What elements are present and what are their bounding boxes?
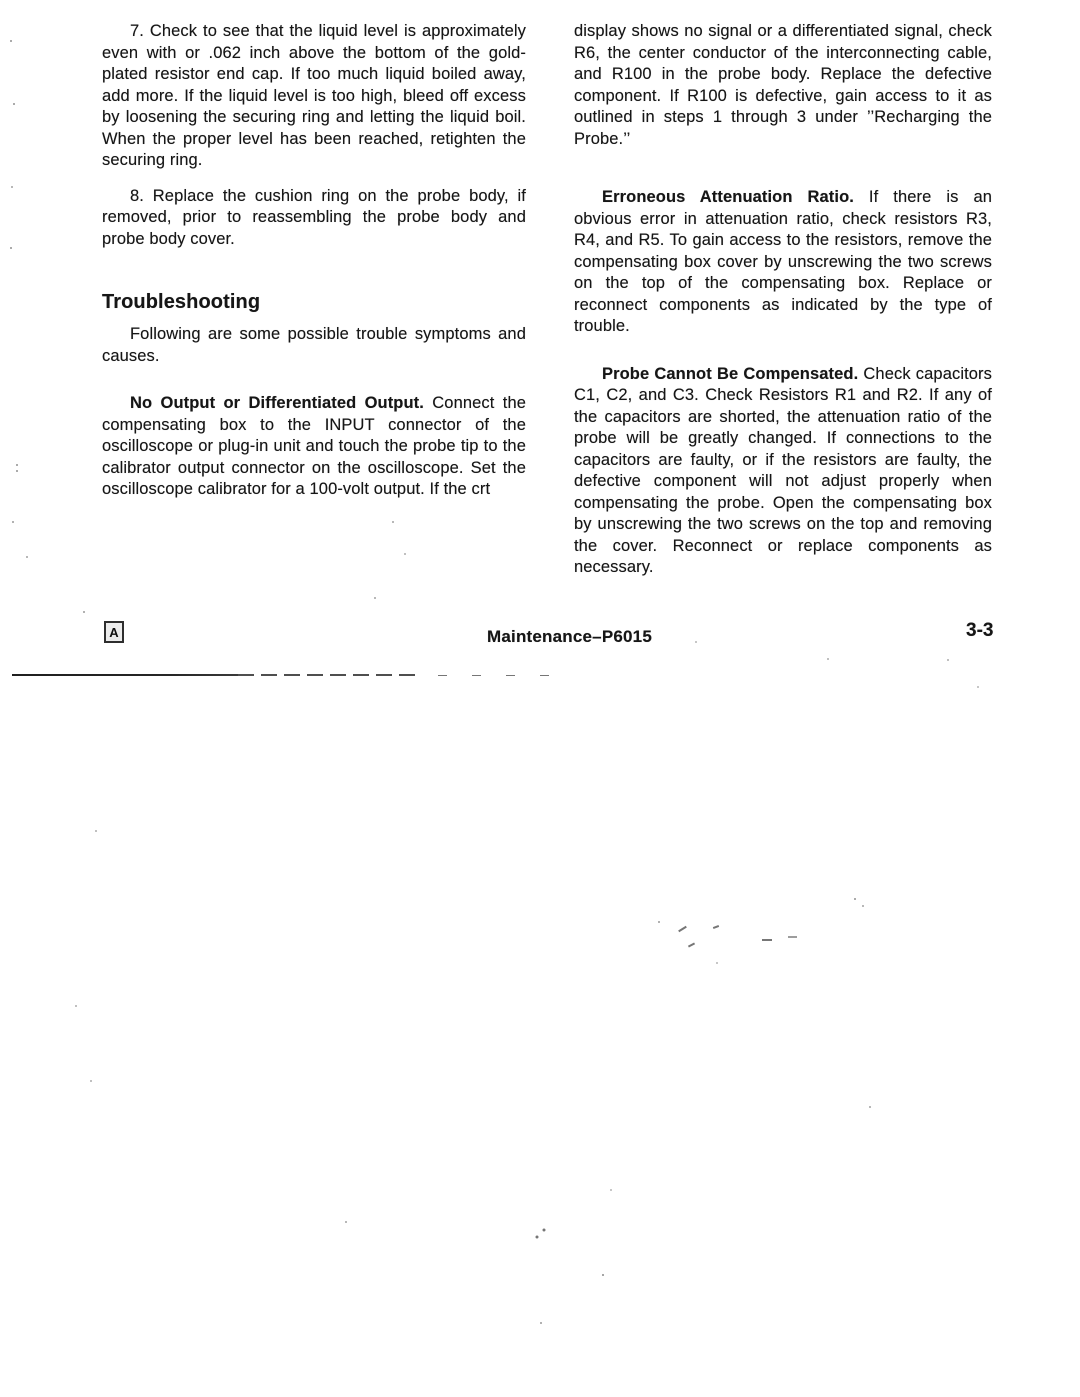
paragraph-step-7: 7. Check to see that the liquid level is approximately even with or .062 inch above the bottom of the gold-plated resistor end cap. If too much liquid boiled away, add more. If the liquid level is too high, bleed off excess by loosening the securing ring and letting the liquid boil. When the proper level has been reached, retighten the securing ring. (102, 22, 526, 169)
paragraph-no-output (102, 393, 526, 501)
separator-line-broken (238, 674, 422, 676)
separator-line-tail (438, 675, 568, 676)
page-number: 3-3 (966, 620, 994, 641)
troubleshooting-heading: Troubleshooting (102, 291, 261, 313)
paragraph-body-text: Check capacitors C1, C2, and C3. Check Resistors R1 and R2. If any of the capacitors are shorted, the attenuation ratio of the probe will be greatly changed. If connections to the capacitors are faulty, or if the resistors are faulty, the defective component will not adjust properly when compensating the probe. Open the compensating box by unscrewing the two screws on the top and removing the cover. Reconnect or replace components as necessary. (574, 364, 992, 576)
footer-section-label: Maintenance–P6015 (487, 627, 652, 646)
right-column (574, 21, 992, 579)
paragraph-cannot-compensate (574, 364, 992, 579)
left-column (102, 21, 526, 501)
revision-mark-label: A (109, 624, 119, 640)
scan-noise-slash (688, 942, 695, 947)
paragraph-step-8: 8. Replace the cushion ring on the probe body, if removed, prior to reassembling the probe body and probe body cover. (102, 186, 526, 248)
paragraph-erroneous-attenuation (574, 187, 992, 338)
scan-noise-dash (788, 936, 797, 938)
paragraph-lead-bold: No Output or Differentiated Output. (130, 394, 424, 412)
scan-noise-dash (762, 939, 772, 941)
paragraph-continuation: display shows no signal or a differentiated signal, check R6, the center conductor of the interconnecting cable, and R100 in the probe body. Replace the defective component. If R100 is defective, gain access to it as outlined in steps 1 through 3 under ’’Recharging the Probe.’’ (574, 22, 992, 148)
paragraph-body-text: Connect the compensating box to the INPUT connector of the oscilloscope or plug-in unit and touch the probe tip to the calibrator output connector on the oscilloscope. Set the oscilloscope calibrator for a 100-volt output. If the crt (102, 394, 526, 498)
paragraph-body-text: If there is an obvious error in attenuation ratio, check resistors R3, R4, and R5. To gain access to the resistors, remove the compensating box cover by unscrewing the two screws on the top of the compensating box. Replace or reconnect components as indicated by the type of trouble. (574, 188, 993, 335)
paragraph-lead-bold: Erroneous Attenuation Ratio. (602, 188, 854, 206)
scan-noise-slash (678, 926, 687, 932)
revision-mark-box (104, 621, 124, 643)
paragraph-lead-bold: Probe Cannot Be Compensated. (602, 364, 859, 383)
scan-noise-dots (0, 0, 2, 2)
separator-line-solid (12, 674, 238, 676)
scan-noise-slash (713, 925, 719, 929)
troubleshooting-intro: Following are some possible trouble symptoms and causes. (102, 325, 526, 365)
